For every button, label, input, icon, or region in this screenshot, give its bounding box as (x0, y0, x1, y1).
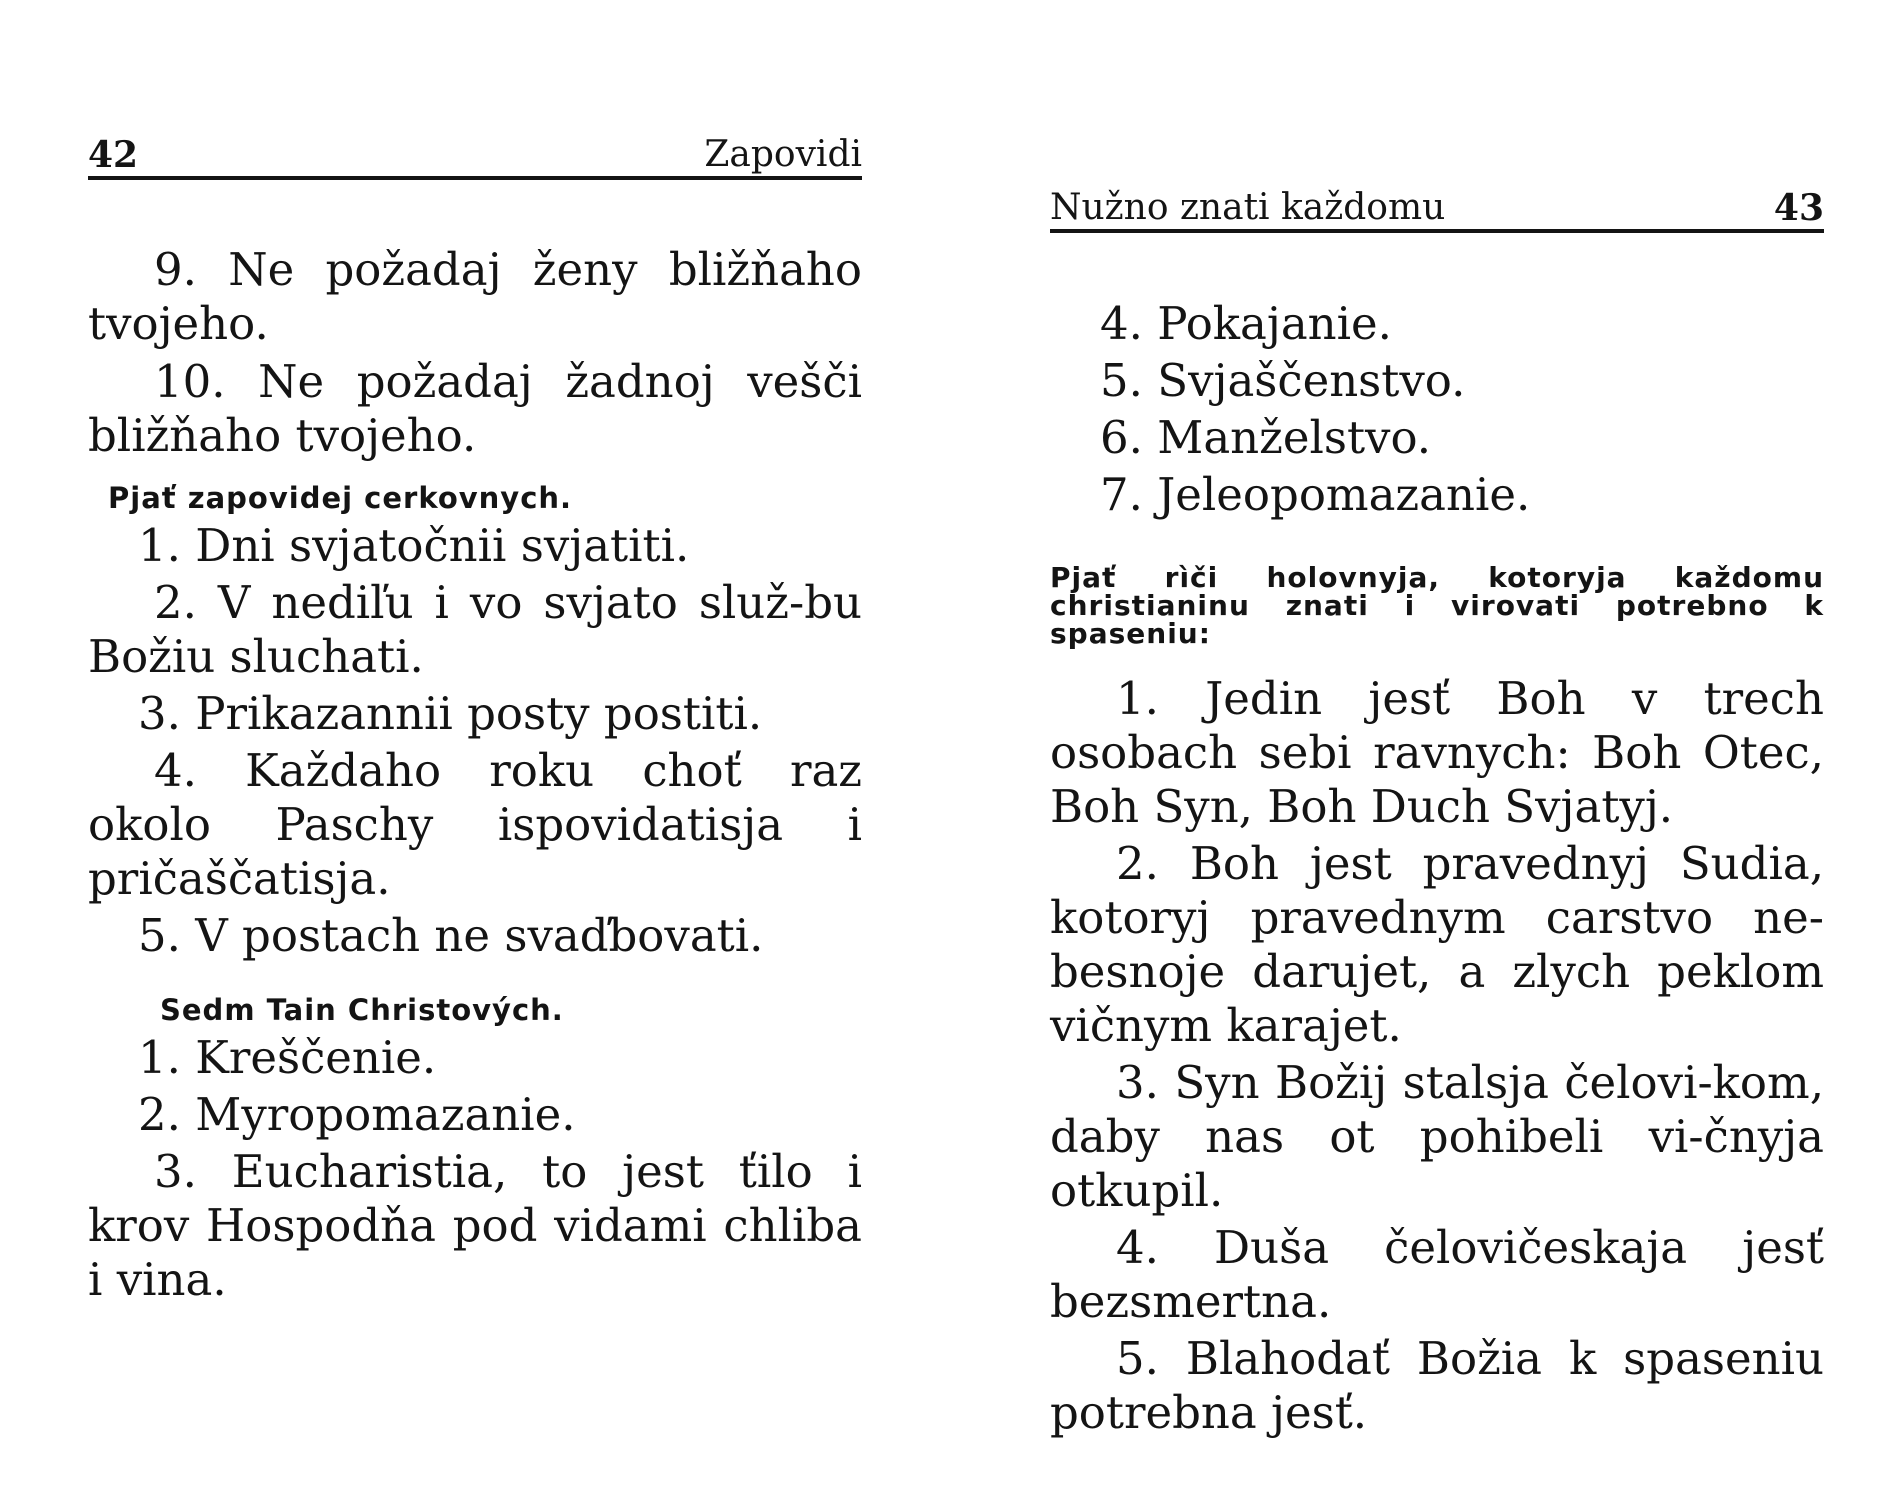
section-heading-principal-truths: Pjať rìči holovnyja, kotoryja každomu christianinu znati i virovati potrebno k spaseniu: (1050, 561, 1824, 650)
church-commandment-3: 3. Prikazannii posty postiti. (138, 687, 763, 740)
page-number: 43 (1773, 187, 1824, 229)
running-title: Nužno znati každomu (1050, 187, 1446, 228)
section-heading-sacraments: Sedm Tain Christových. (160, 993, 564, 1027)
section-heading-church-commandments: Pjať zapovidej cerkovnych. (108, 481, 573, 515)
commandment-10: 10. Ne požadaj žadnoj vešči bližňaho tvojeho. (88, 355, 862, 462)
truth-4: 4. Duša čelovičeskaja jesť bezsmertna. (1050, 1221, 1824, 1328)
sacrament-7: 7. Jeleopomazanie. (1100, 468, 1531, 521)
sacrament-5: 5. Svjaščenstvo. (1100, 354, 1466, 407)
truth-3: 3. Syn Božij stalsja čelovi-kom, daby nas ot pohibeli vi-čnyja otkupil. (1050, 1056, 1824, 1217)
sacrament-3: 3. Eucharistia, to jest ťilo i krov Hospodňa pod vidami chliba i vina. (88, 1145, 862, 1306)
sacrament-4: 4. Pokajanie. (1100, 297, 1392, 350)
church-commandment-1: 1. Dni svjatočnii svjatiti. (138, 519, 690, 572)
sacrament-1: 1. Kreščenie. (138, 1031, 437, 1084)
left-page-text (88, 243, 862, 1310)
church-commandment-5: 5. V postach ne svaďbovati. (138, 909, 764, 962)
page-number: 42 (88, 134, 139, 176)
right-page-text (1050, 297, 1824, 1443)
truth-1: 1. Jedin jesť Boh v trech osobach sebi ravnych: Boh Otec, Boh Syn, Boh Duch Svjatyj. (1050, 672, 1824, 833)
running-title: Zapovidi (704, 134, 862, 175)
running-head-left (88, 120, 862, 180)
truth-5: 5. Blahodať Božia k spaseniu potrebna jesť. (1050, 1332, 1824, 1439)
church-commandment-4: 4. Každaho roku choť raz okolo Paschy ispovidatisja i pričaščatisja. (88, 744, 862, 905)
truth-2: 2. Boh jest pravednyj Sudia, kotoryj pravednym carstvo ne-besnoje darujet, a zlych peklom vičnym karajet. (1050, 837, 1824, 1052)
sacrament-6: 6. Manželstvo. (1100, 411, 1432, 464)
commandment-9: 9. Ne požadaj ženy bližňaho tvojeho. (88, 243, 862, 350)
running-head-right (1050, 173, 1824, 233)
sacrament-2: 2. Myropomazanie. (138, 1088, 576, 1141)
church-commandment-2: 2. V nediľu i vo svjato služ-bu Božiu sluchati. (88, 576, 862, 683)
